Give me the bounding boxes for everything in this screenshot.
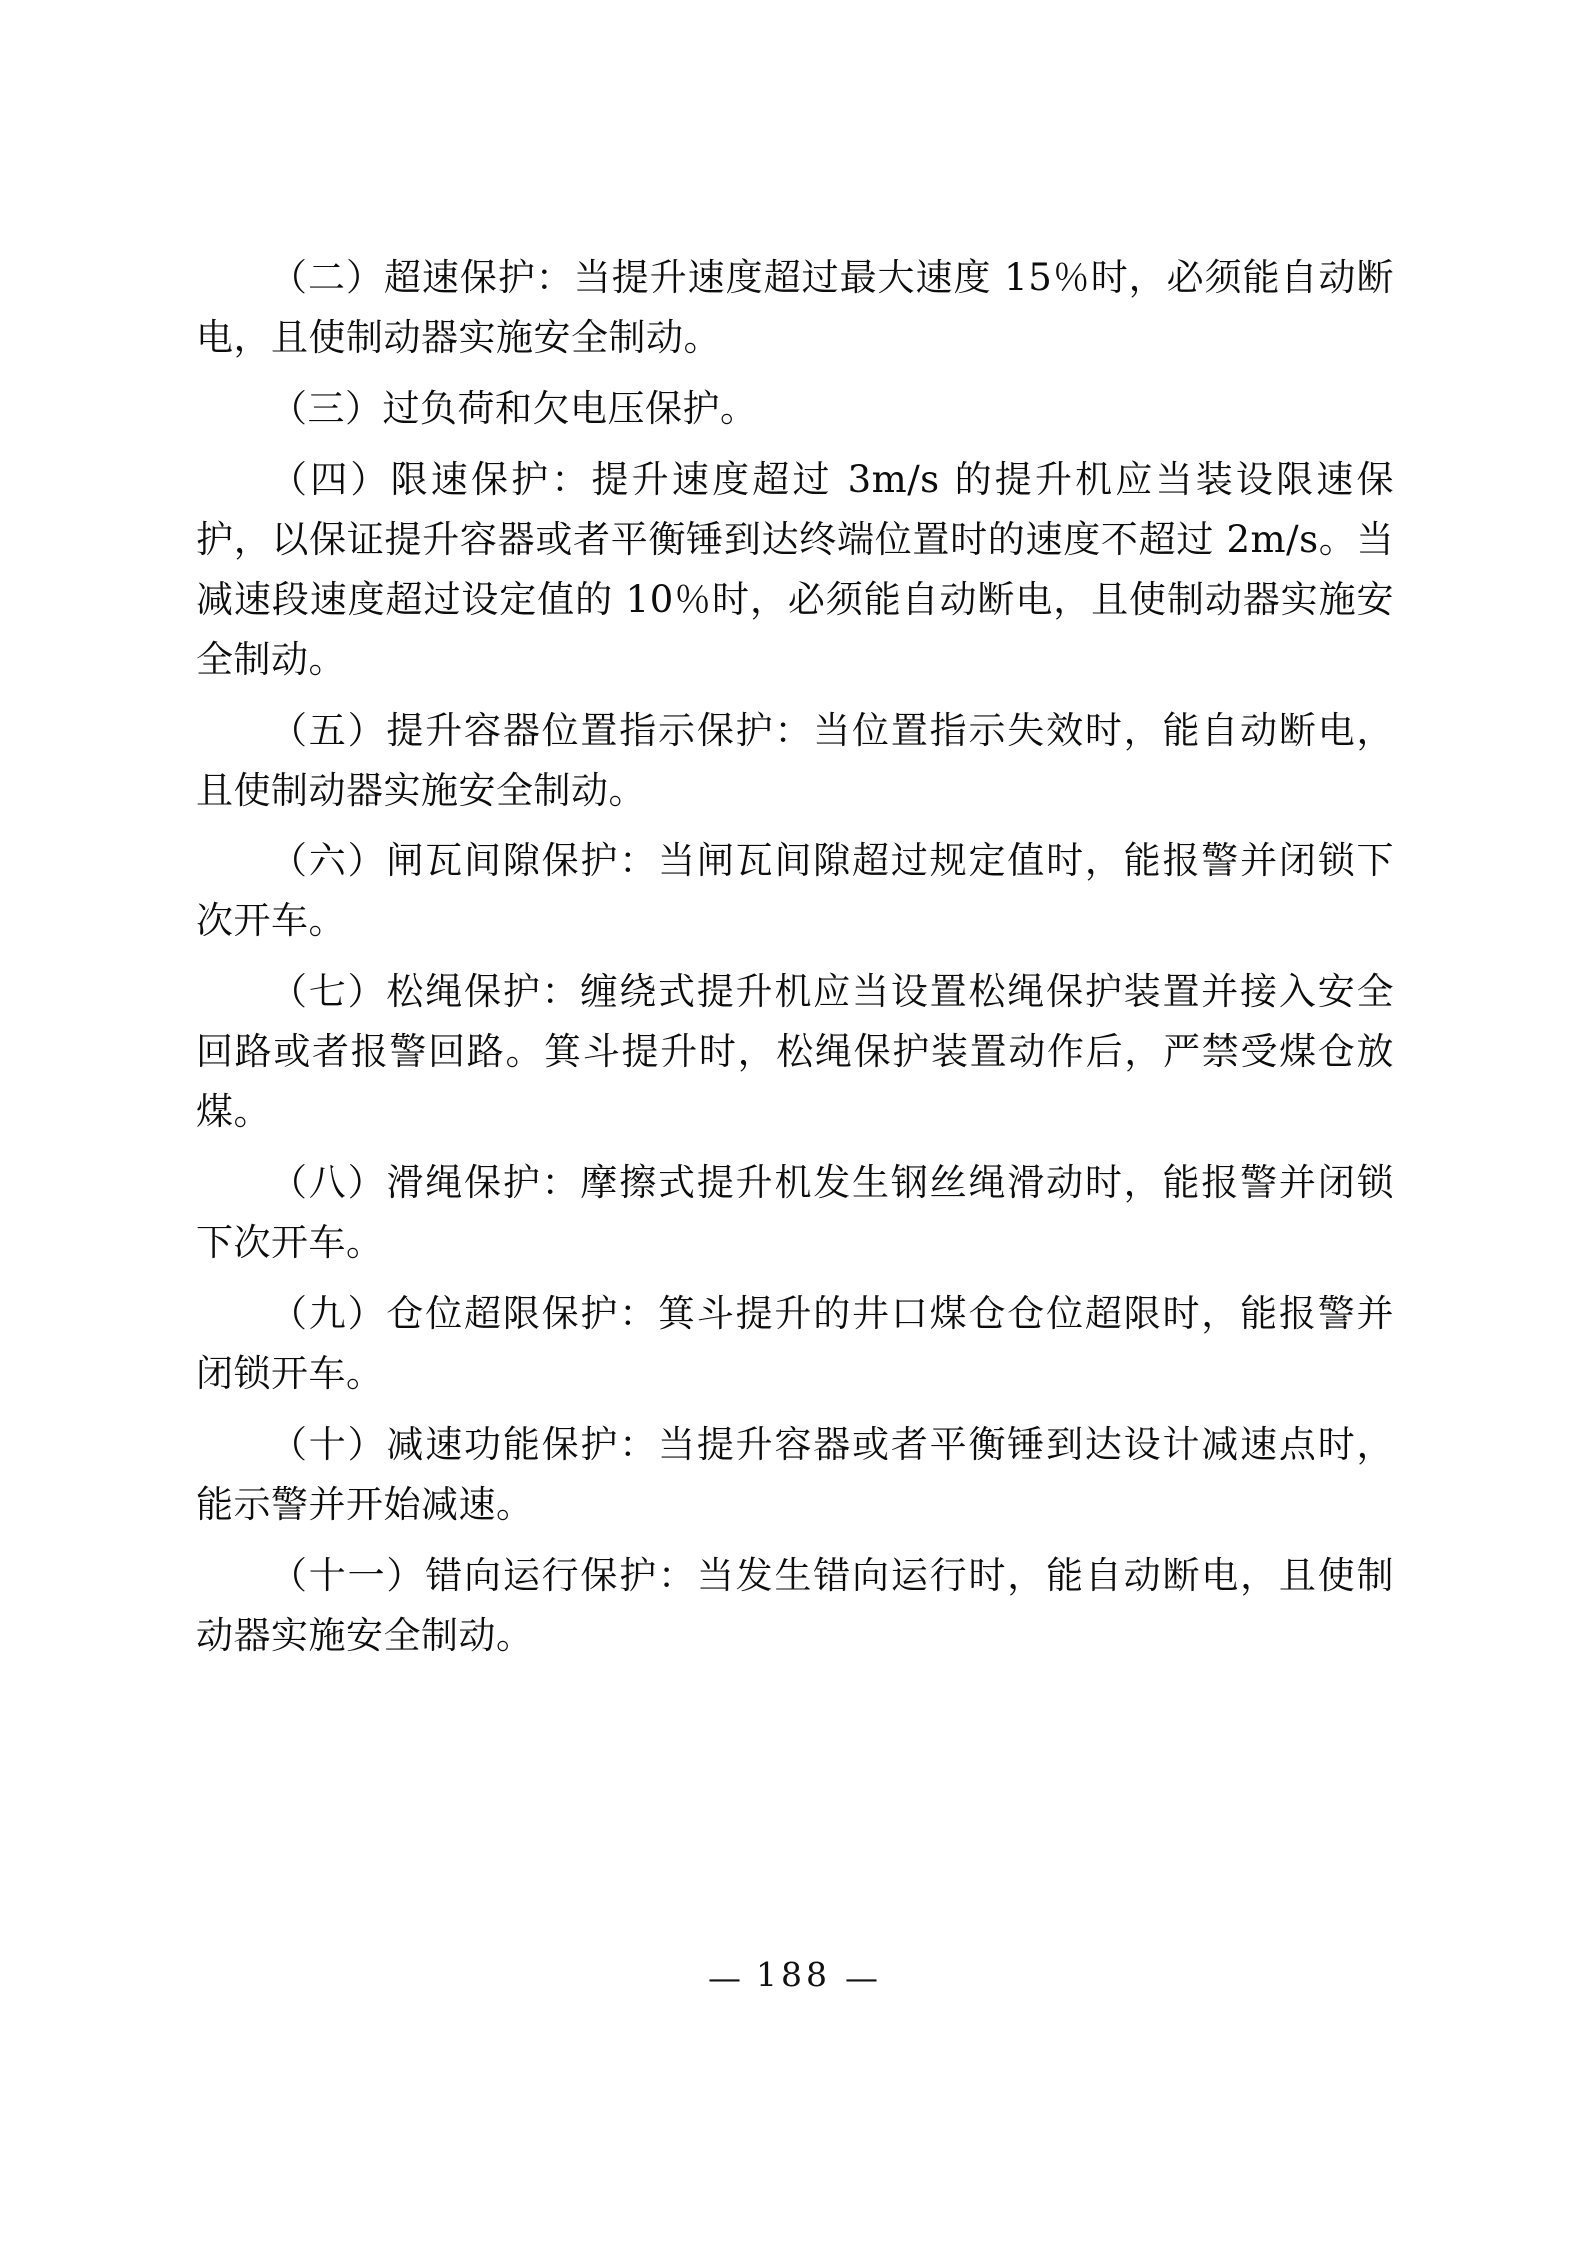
footer-dash-right: — (845, 1957, 882, 1997)
paragraph: （六）闸瓦间隙保护：当闸瓦间隙超过规定值时，能报警并闭锁下次开车。 (196, 839, 1394, 943)
paragraph: （九）仓位超限保护：箕斗提升的井口煤仓仓位超限时，能报警并闭锁开车。 (196, 1292, 1394, 1395)
paragraph: （八）滑绳保护：摩擦式提升机发生钢丝绳滑动时，能报警并闭锁下次开车。 (196, 1161, 1394, 1265)
paragraph: （七）松绳保护：缠绕式提升机应当设置松绳保护装置并接入安全回路或者报警回路。箕斗提升时，松绳保护装置动作后，严禁受煤仓放煤。 (196, 970, 1394, 1134)
page-number: 188 (756, 1955, 831, 1994)
paragraph: （十一）错向运行保护：当发生错向运行时，能自动断电，且使制动器实施安全制动。 (196, 1553, 1394, 1657)
paragraph: （四）限速保护：提升速度超过 3m/s 的提升机应当装设限速保护，以保证提升容器或者平衡锤到达终端位置时的速度不超过 2m/s。当减速段速度超过设定值的 10％时，必须能自动断电，且使制动器实施安全制动。 (196, 457, 1394, 681)
page-body (196, 248, 1394, 1677)
paragraph: （十）减速功能保护：当提升容器或者平衡锤到达设计减速点时，能示警并开始减速。 (196, 1422, 1394, 1526)
paragraph: （三）过负荷和欠电压保护。 (270, 386, 758, 430)
footer-dash-left: — (708, 1957, 745, 1997)
paragraph: （五）提升容器位置指示保护：当位置指示失效时，能自动断电，且使制动器实施安全制动。 (196, 708, 1394, 812)
paragraph: （二）超速保护：当提升速度超过最大速度 15％时，必须能自动断电，且使制动器实施安全制动。 (196, 256, 1394, 359)
page-footer (0, 1955, 1587, 1997)
